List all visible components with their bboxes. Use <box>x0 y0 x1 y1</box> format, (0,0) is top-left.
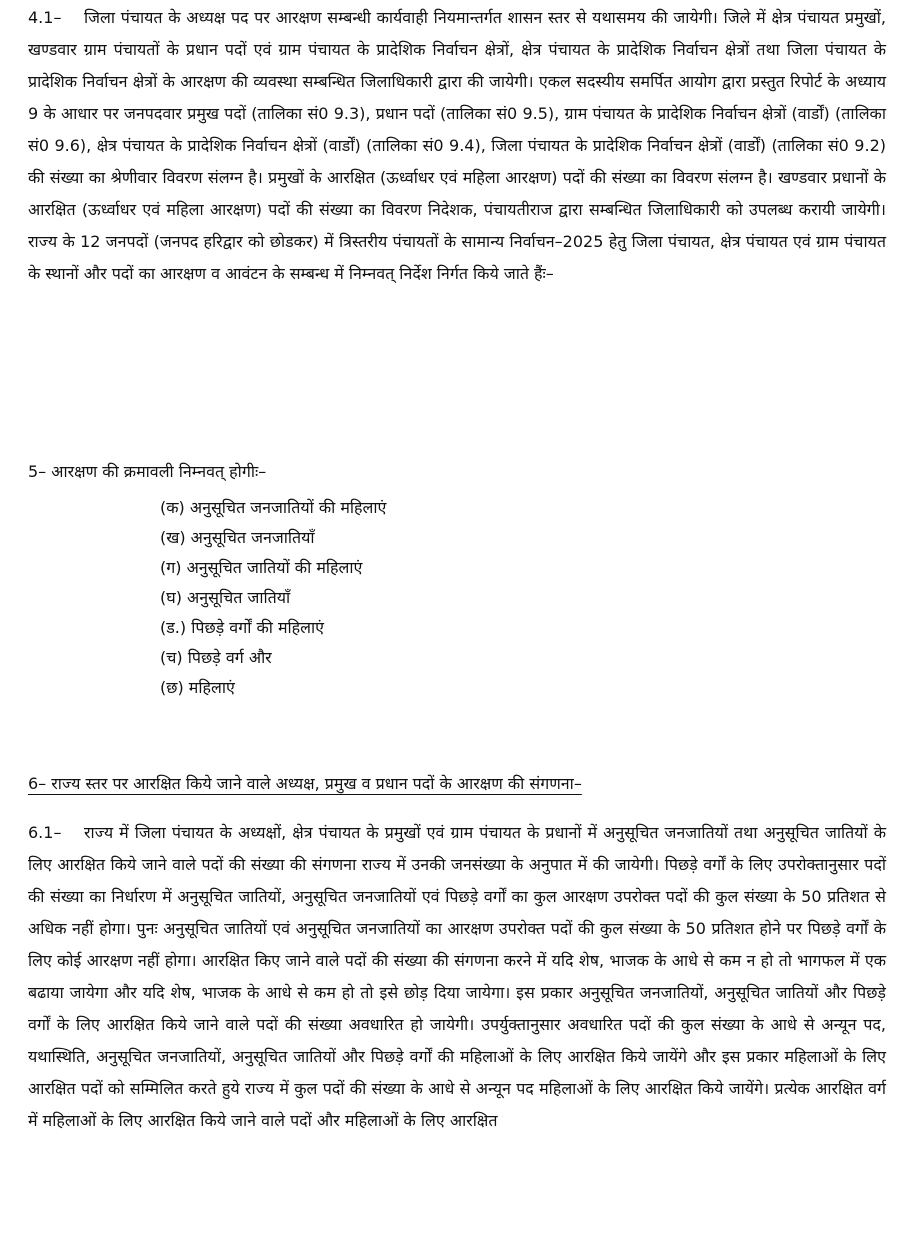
list-item: (ग) अनुसूचित जातियों की महिलाएं <box>160 558 363 577</box>
list-item: (च) पिछड़े वर्ग और <box>160 648 272 667</box>
section-6-heading: 6– राज्य स्तर पर आरक्षित किये जाने वाले अध्यक्ष, प्रमुख व प्रधान पदों के आरक्षण की संगणना– <box>28 774 582 793</box>
reservation-order-list <box>160 493 386 703</box>
list-item: (ख) अनुसूचित जनजातियाँ <box>160 528 315 547</box>
list-item: (क) अनुसूचित जनजातियों की महिलाएं <box>160 498 387 517</box>
paragraph-number: 6.1– <box>28 823 62 842</box>
paragraph-4-1 <box>28 2 886 290</box>
paragraph-text: जिला पंचायत के अध्यक्ष पद पर आरक्षण सम्बन्धी कार्यवाही नियमान्तर्गत शासन स्तर से यथासमय की जायेगी। जिले में क्षेत्र पंचायत प्रमुखों, खण्डवार ग्राम पंचायतों के प्रधान पदों एवं ग्राम पंचायत के प्रादेशिक निर्वाचन क्षेत्रों, क्षेत्र पंचायत के प्रादेशिक निर्वाचन क्षेत्रों तथा जिला पंचायत के प्रादेशिक निर्वाचन क्षेत्रों के आरक्षण की व्यवस्था सम्बन्धित जिलाधिकारी द्वारा की जायेगी। एकल सदस्यीय समर्पित आयोग द्वारा प्रस्तुत रिपोर्ट के अध्याय 9 के आधार पर जनपदवार प्रमुख पदों (तालिका सं0 9.3), प्रधान पदों (तालिका सं0 9.5), ग्राम पंचायत के प्रादेशिक निर्वाचन क्षेत्रों (वार्डों) (तालिका सं0 9.6), क्षेत्र पंचायत के प्रादेशिक निर्वाचन क्षेत्रों (वार्डों) (तालिका सं0 9.4), जिला पंचायत के प्रादेशिक निर्वाचन क्षेत्रों (वार्डों) (तालिका सं0 9.2) की संख्या का श्रेणीवार विवरण संलग्न है। प्रमुखों के आरक्षित (ऊर्ध्वाधर एवं महिला आरक्षण) पदों की संख्या का विवरण संलग्न है। खण्डवार प्रधानों के आरक्षित (ऊर्ध्वाधर एवं महिला आरक्षण) पदों की संख्या का विवरण निदेशक, पंचायतीराज द्वारा सम्बन्धित जिलाधिकारी को उपलब्ध करायी जायेगी। राज्य के 12 जनपदों (जनपद हरिद्वार को छोडकर) में त्रिस्तरीय पंचायतों के सामान्य निर्वाचन–2025 हेतु जिला पंचायत, क्षेत्र पंचायत एवं ग्राम पंचायत के स्थानों और पदों का आरक्षण व आवंटन के सम्बन्ध में निम्नवत् निर्देश निर्गत किये जाते हैंः– <box>28 8 886 283</box>
paragraph-text: राज्य में जिला पंचायत के अध्यक्षों, क्षेत्र पंचायत के प्रमुखों एवं ग्राम पंचायत के प्रधानों में अनुसूचित जनजातियों तथा अनुसूचित जातियों के लिए आरक्षित किये जाने वाले पदों की संख्या की संगणना राज्य में उनकी जनसंख्या के अनुपात में की जायेगी। पिछड़े वर्गों के लिए उपरोक्तानुसार पदों की संख्या का निर्धारण में अनुसूचित जातियों, अनुसूचित जनजातियों एवं पिछड़े वर्गों का कुल आरक्षण उपरोक्त पदों की कुल संख्या के 50 प्रतिशत से अधिक नहीं होगा। पुनः अनुसूचित जातियों एवं अनुसूचित जनजातियों का आरक्षण उपरोक्त पदों की कुल संख्या के 50 प्रतिशत होने पर पिछड़े वर्गों के लिए कोई आरक्षण नहीं होगा। आरक्षित किए जाने वाले पदों की संख्या की संगणना करने में यदि शेष, भाजक के आधे से कम न हो तो भागफल में एक बढाया जायेगा और यदि शेष, भाजक के आधे से कम हो तो इसे छोड़ दिया जायेगा। इस प्रकार अनुसूचित जनजातियों, अनुसूचित जातियों और पिछड़े वर्गों के लिए आरक्षित किये जाने वाले पदों की संख्या अवधारित हो जायेगी। उपर्युक्तानुसार अवधारित पदों की कुल संख्या के आधे से अन्यून पद, यथास्थिति, अनुसूचित जनजातियों, अनुसूचित जातियों और पिछड़े वर्गों की महिलाओं के लिए आरक्षित किये जायेंगे और इस प्रकार महिलाओं के लिए आरक्षित पदों को सम्मिलित करते हुये राज्य में कुल पदों की संख्या के आधे से अन्यून पद महिलाओं के लिए आरक्षित किये जायेंगे। प्रत्येक आरक्षित वर्ग में महिलाओं के लिए आरक्षित किये जाने वाले पदों और महिलाओं के लिए आरक्षित <box>28 823 886 1130</box>
paragraph-number: 4.1– <box>28 8 62 27</box>
list-item: (ड.) पिछड़े वर्गों की महिलाएं <box>160 618 325 637</box>
section-5-heading: 5– आरक्षण की क्रमावली निम्नवत् होगीः– <box>28 462 267 481</box>
list-item: (घ) अनुसूचित जातियाँ <box>160 588 291 607</box>
paragraph-6-1 <box>28 817 886 1137</box>
list-item: (छ) महिलाएं <box>160 678 235 697</box>
